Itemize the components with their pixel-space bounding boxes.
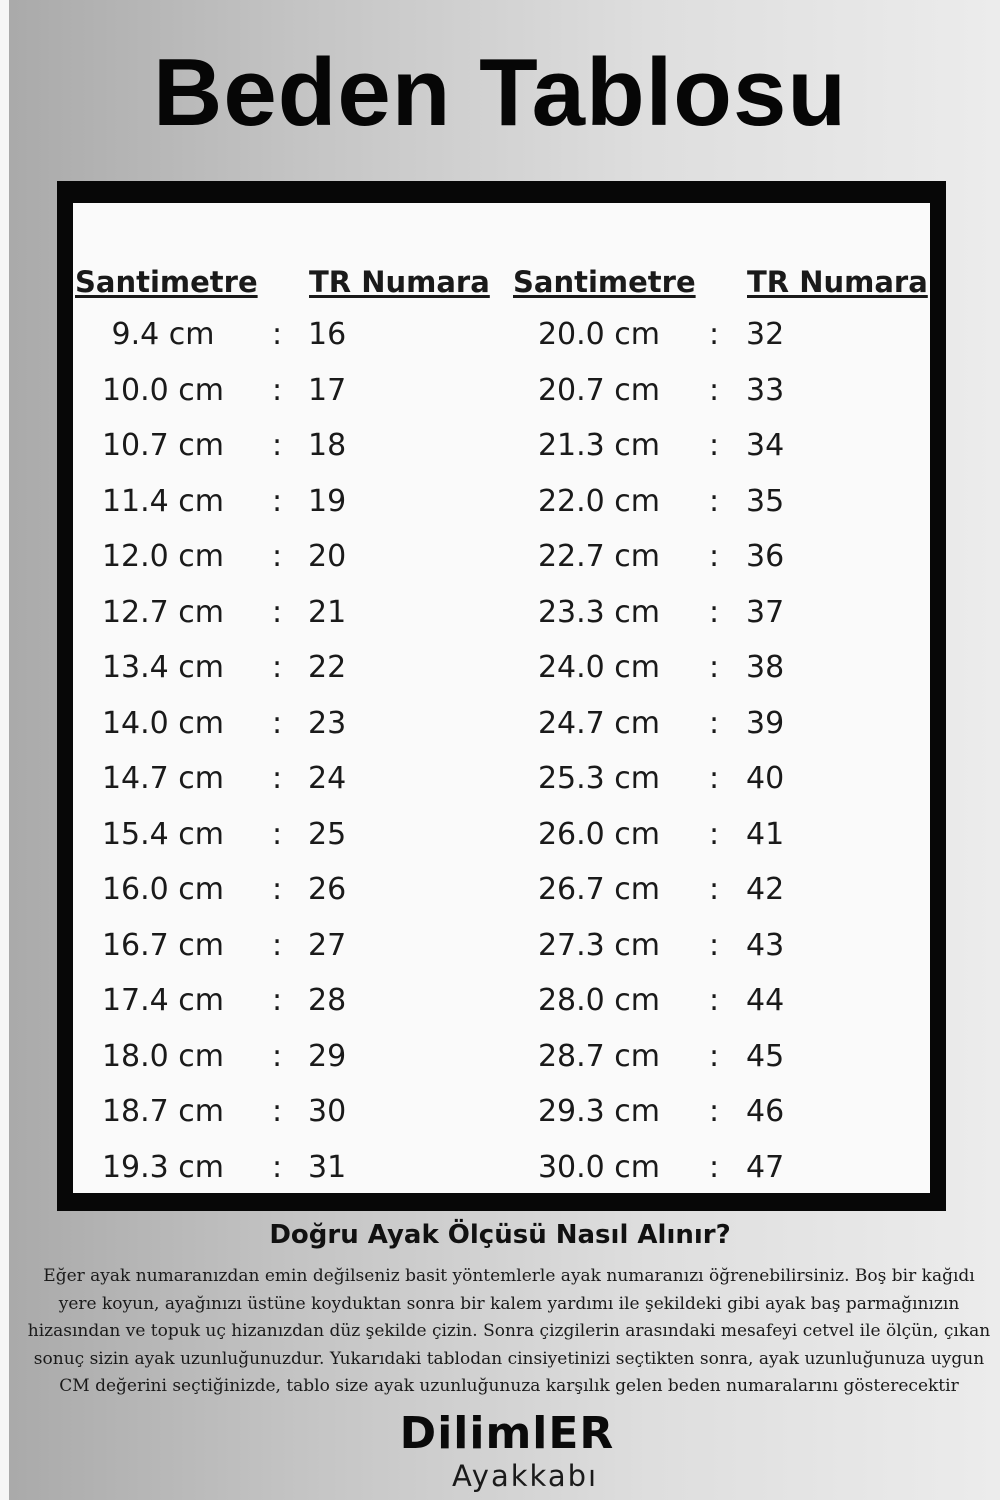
table-row [73,373,930,429]
cm-left: 17.4 cm [101,983,225,1018]
cm-left: 18.0 cm [101,1038,225,1074]
tr-left: 20 [308,539,347,574]
cm-right: 24.7 cm [537,705,661,741]
tr-left: 22 [308,650,347,685]
separator-left: : [272,872,283,907]
separator-right: : [709,761,720,796]
tr-left: 16 [308,317,347,352]
separator-right: : [709,1149,720,1185]
separator-right: : [709,650,720,685]
separator-right: : [709,927,720,963]
tr-right: 45 [746,1038,785,1074]
table-row [73,1094,930,1150]
measure-heading: Doğru Ayak Ölçüsü Nasıl Alınır? [269,1220,731,1250]
separator-left: : [272,594,283,630]
separator-right: : [709,483,720,519]
cm-right: 22.7 cm [537,539,661,574]
header-tr-numara-right: TR Numara [747,265,928,299]
separator-right: : [709,594,720,630]
cm-right: 28.0 cm [537,983,661,1018]
cm-left: 14.0 cm [101,705,225,741]
tr-right: 35 [746,483,785,519]
separator-left: : [272,483,283,519]
cm-left: 18.7 cm [101,1094,225,1129]
cm-left: 19.3 cm [101,1149,225,1185]
table-row [73,1039,930,1095]
cm-left: 12.7 cm [101,594,225,630]
table-row [73,706,930,762]
tr-right: 36 [746,539,785,574]
separator-left: : [272,927,283,963]
tr-right: 43 [746,927,785,963]
cm-right: 21.3 cm [537,428,661,463]
cm-right: 29.3 cm [537,1094,661,1129]
separator-left: : [272,816,283,852]
tr-left: 26 [308,872,347,907]
header-santimetre-right: Santimetre [513,265,696,299]
tr-left: 24 [308,761,347,796]
cm-right: 23.3 cm [537,594,661,630]
tr-right: 34 [746,428,785,463]
cm-left: 16.7 cm [101,927,225,963]
table-row [73,761,930,817]
tr-right: 39 [746,705,785,741]
cm-right: 27.3 cm [537,927,661,963]
separator-left: : [272,650,283,685]
tr-right: 46 [746,1094,785,1129]
tr-left: 23 [308,705,347,741]
separator-left: : [272,317,283,352]
brand-logo [0,1410,1000,1494]
separator-right: : [709,428,720,463]
header-tr-numara-left: TR Numara [309,265,490,299]
separator-left: : [272,761,283,796]
tr-right: 42 [746,872,785,907]
separator-right: : [709,705,720,741]
cm-right: 24.0 cm [537,650,661,685]
cm-left: 12.0 cm [101,539,225,574]
table-row [73,428,930,484]
table-row [73,539,930,595]
cm-right: 26.7 cm [537,872,661,907]
measure-instructions: Eğer ayak numaranızdan emin değilseniz basit yöntemlerle ayak numaranızı öğrenebilirsiniz. Boş bir kağıdı yere koyun, ayağınızı üstüne koyduktan sonra bir kalem yardımı ile şekildeki gibi ayak baş parmağınızın hizasından ve topuk uç hizanızdan düz şekilde çizin. Sonra çizgilerin arasındaki mesafeyi cetvel ile ölçün, çıkan sonuç sizin ayak uzunluğunuzdur. Yukarıdaki tablodan cinsiyetinizi seçtikten sonra, ayak uzunluğunuza uygun CM değerini seçtiğinizde, tablo size ayak uzunluğunuza karşılık gelen beden numaralarını gösterecektir [27,1266,991,1396]
tr-left: 29 [308,1038,347,1074]
tr-left: 27 [308,927,347,963]
table-row [73,872,930,928]
tr-left: 28 [308,983,347,1018]
cm-left: 11.4 cm [101,483,225,519]
table-row [73,650,930,706]
cm-right: 28.7 cm [537,1038,661,1074]
brand-tagline: Ayakkabı [451,1459,599,1493]
size-table-frame [57,181,946,1211]
separator-left: : [272,705,283,741]
separator-left: : [272,983,283,1018]
cm-left: 14.7 cm [101,761,225,796]
separator-right: : [709,872,720,907]
separator-left: : [272,539,283,574]
separator-left: : [272,1094,283,1129]
tr-right: 44 [746,983,785,1018]
separator-right: : [709,983,720,1018]
cm-left: 9.4 cm [111,317,215,352]
cm-left: 13.4 cm [101,650,225,685]
tr-left: 21 [308,594,347,630]
separator-left: : [272,1038,283,1074]
table-row [73,317,930,373]
tr-right: 38 [746,650,785,685]
table-row [73,817,930,873]
cm-right: 25.3 cm [537,761,661,796]
tr-right: 47 [746,1149,785,1185]
tr-right: 33 [746,372,785,408]
separator-left: : [272,1149,283,1185]
tr-left: 31 [308,1149,347,1185]
tr-right: 37 [746,594,785,630]
tr-left: 18 [308,428,347,463]
cm-right: 22.0 cm [537,483,661,519]
table-row [73,983,930,1039]
table-row [73,1150,930,1206]
separator-right: : [709,539,720,574]
separator-left: : [272,372,283,408]
header-santimetre-left: Santimetre [75,265,258,299]
separator-right: : [709,317,720,352]
tr-right: 41 [746,816,785,852]
size-rows [73,317,930,1205]
table-row [73,928,930,984]
cm-left: 10.0 cm [101,372,225,408]
tr-left: 30 [308,1094,347,1129]
separator-right: : [709,816,720,852]
size-table [73,203,930,1193]
separator-left: : [272,428,283,463]
cm-right: 20.0 cm [537,317,661,352]
tr-left: 25 [308,816,347,852]
cm-left: 16.0 cm [101,872,225,907]
cm-left: 15.4 cm [101,816,225,852]
table-row [73,484,930,540]
page-title: Beden Tablosu [153,39,847,146]
separator-right: : [709,372,720,408]
tr-right: 32 [746,317,785,352]
cm-right: 20.7 cm [537,372,661,408]
cm-right: 26.0 cm [537,816,661,852]
cm-left: 10.7 cm [101,428,225,463]
tr-right: 40 [746,761,785,796]
brand-name: DilimlER [399,1408,615,1459]
cm-right: 30.0 cm [537,1149,661,1185]
tr-left: 17 [308,372,347,408]
left-edge-strip [0,0,9,1500]
separator-right: : [709,1094,720,1129]
separator-right: : [709,1038,720,1074]
table-row [73,595,930,651]
tr-left: 19 [308,483,347,519]
